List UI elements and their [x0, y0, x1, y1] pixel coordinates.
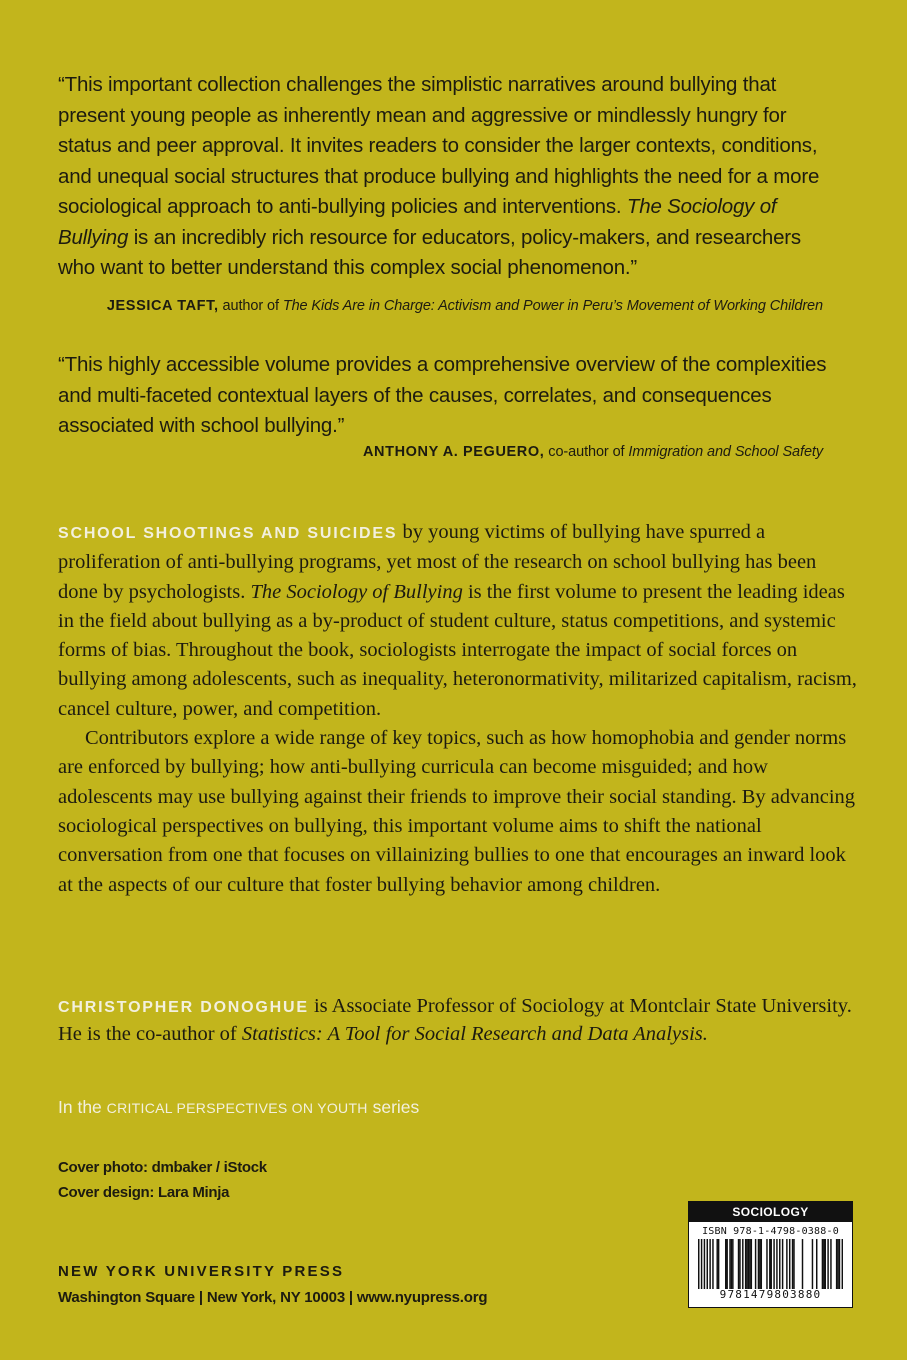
barcode-bar [839, 1239, 840, 1289]
barcode-bar [823, 1239, 824, 1289]
barcode-bar [825, 1239, 826, 1289]
barcode-bar [739, 1239, 740, 1289]
barcode-bar [707, 1239, 708, 1289]
author-name: CHRISTOPHER DONOGHUE [58, 999, 309, 1016]
description-text: is the first volume to present the leading ideas in the field about bullying as a by-product of student culture, status competitions, and systemic forms of bias. Throughout the book, sociologists interrogate the impact of social forces on bullying among adolescents, such as inequality, heteronormativity, militarized capitalism, racism, cancel culture, power, and competition. [58, 580, 857, 720]
endorser-work: Immigration and School Safety [628, 444, 823, 460]
barcode-bar [827, 1239, 828, 1289]
series-prefix: In the [58, 1097, 107, 1117]
barcode-label [688, 1201, 853, 1308]
quote-text: “This important collection challenges the simplistic narratives around bullying that present young people as inherently mean and aggressive or mindlessly hungry for status and peer approval. It invites readers to consider the larger contexts, conditions, and unequal social structures that produce bullying and highlights the need for a more sociological approach to anti-bullying policies and interventions. [58, 73, 820, 218]
barcode-bar [729, 1239, 730, 1289]
endorsement-quote-1 [58, 70, 828, 284]
barcode-bar [836, 1239, 837, 1289]
endorsement-quote-2 [58, 350, 828, 442]
description-paragraph: Contributors explore a wide range of key topics, such as how homophobia and gender norms are enforced by bullying; how anti-bullying curricula can become misguided; and how adolescents may use bullying against their friends to improve their social standing. By advancing sociological perspectives on bullying, this important volume aims to shift the national conversation from one that focuses on villainizing bullies to one that encourages an inward look at the aspects of our culture that foster bullying behavior among children. [58, 727, 856, 896]
author-work: Statistics: A Tool for Social Research and Data Analysis. [241, 1023, 708, 1045]
barcode-bar [712, 1239, 713, 1289]
design-credit: Cover design: Lara Minja [58, 1184, 230, 1201]
barcode-bar [725, 1239, 726, 1289]
endorser-name: ANTHONY A. PEGUERO, [362, 444, 545, 460]
barcode-bar [709, 1239, 710, 1289]
barcode-bar [701, 1239, 702, 1289]
book-description [58, 518, 858, 900]
quote-text: “This highly accessible volume provides a comprehensive overview of the complexities and multi-faceted contextual layers of the causes, correlates, and consequences associated with school bullying.” [58, 353, 827, 437]
publisher-block [58, 1263, 487, 1307]
barcode-bar [822, 1239, 823, 1289]
barcode-bar [776, 1239, 777, 1289]
publisher-name: NEW YORK UNIVERSITY PRESS [58, 1263, 345, 1280]
barcode-bar [704, 1239, 705, 1289]
endorser-role: co-author of [544, 444, 629, 460]
endorser-name: JESSICA TAFT, [106, 298, 219, 314]
barcode-bar [758, 1239, 759, 1289]
barcode-bar [742, 1239, 743, 1289]
barcode-bar [792, 1239, 793, 1289]
photo-credit: Cover photo: dmbaker / iStock [58, 1159, 267, 1176]
barcode-bar [738, 1239, 739, 1289]
barcode-bar [745, 1239, 746, 1289]
barcode-bar [718, 1239, 719, 1289]
barcode-bar [802, 1239, 803, 1289]
barcode-bar [812, 1239, 813, 1289]
barcode-bar [716, 1239, 717, 1289]
barcode-bar [842, 1239, 843, 1289]
isbn-text: ISBN 978-1-4798-0388-0 [702, 1226, 839, 1237]
barcode-bar [789, 1239, 790, 1289]
book-title: The Sociology of Bullying [250, 580, 463, 603]
barcode-digits: 9781479803880 [719, 1288, 822, 1301]
author-bio [58, 993, 858, 1048]
description-lead: SCHOOL SHOOTINGS AND SUICIDES [58, 525, 398, 542]
barcode-bar [837, 1239, 838, 1289]
barcode-bar [816, 1239, 817, 1289]
barcode-bar [755, 1239, 756, 1289]
series-name: CRITICAL PERSPECTIVES ON YOUTH [106, 1100, 368, 1116]
barcode-bar [786, 1239, 787, 1289]
barcode-bar [779, 1239, 780, 1289]
barcode-bar [732, 1239, 733, 1289]
endorser-work: The Kids Are in Charge: Activism and Power in Peru’s Movement of Working Children [282, 298, 823, 314]
endorsement-attribution-2 [363, 443, 823, 461]
description-paragraph [58, 518, 858, 724]
barcode-bar [751, 1239, 752, 1289]
barcode-bar [830, 1239, 831, 1289]
publisher-address: Washington Square | New York, NY 10003 | www.nyupress.org [58, 1289, 488, 1306]
barcode-bar [769, 1239, 770, 1289]
cover-credits [58, 1155, 267, 1205]
barcode-bar [726, 1239, 727, 1289]
barcode-bar [698, 1239, 699, 1289]
book-title: The Sociology of Bullying [58, 195, 777, 249]
barcode-bar [793, 1239, 794, 1289]
barcode-bar [761, 1239, 762, 1289]
barcode-bars [698, 1239, 843, 1289]
barcode-bar [771, 1239, 772, 1289]
endorser-role: author of [218, 298, 283, 314]
barcode-bar [731, 1239, 732, 1289]
barcode-bar [749, 1239, 750, 1289]
series-suffix: series [367, 1097, 420, 1117]
barcode-bar [748, 1239, 749, 1289]
barcode-bar [746, 1239, 747, 1289]
quote-text: is an incredibly rich resource for educators, policy-makers, and researchers who want to better understand this complex social phenomenon.” [58, 225, 801, 279]
bio-text: is Associate Professor of Sociology at Montclair State University. He is the co-author of [58, 995, 852, 1045]
barcode-bar [773, 1239, 774, 1289]
description-text: by young victims of bullying have spurred a proliferation of anti-bullying programs, yet most of the research on school bullying has been done by psychologists. [58, 521, 817, 603]
barcode-bar [766, 1239, 767, 1289]
series-line [58, 1097, 419, 1118]
barcode-bar [759, 1239, 760, 1289]
endorsement-attribution-1 [107, 297, 823, 315]
barcode-bar [782, 1239, 783, 1289]
bisac-category: SOCIOLOGY [689, 1202, 852, 1222]
